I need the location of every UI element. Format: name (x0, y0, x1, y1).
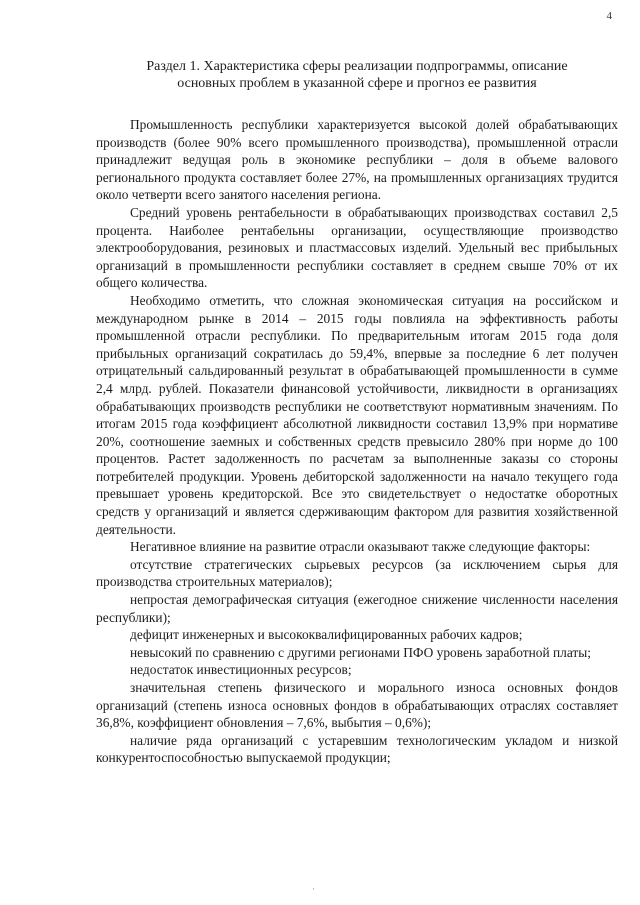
paragraph-industry-overview: Промышленность республики характеризуется высокой долей обрабатывающих производств (более 90% всего промышленного производства), промышленной отрасли принадлежит ведущая роль в экономике республики – доля в объеме валового регионального продукта составляет более 27%, на промышленных организациях трудится около четверти всего занятого населения региона. (96, 117, 618, 203)
paragraph-profitability: Средний уровень рентабельности в обрабатывающих производствах составил 2,5 процента. Наиболее рентабельны организации, осуществляющие производство электрооборудования, резиновых и пластмассовых изделий. Удельный вес прибыльных организаций в промышленности республики составляет в среднем свыше 70% от их общего количества. (96, 204, 618, 291)
paragraph-negative-factors-intro: Негативное влияние на развитие отрасли оказывают также следующие факторы: (130, 539, 591, 555)
factor-item: непростая демографическая ситуация (ежегодное снижение численности населения республики); (96, 592, 618, 625)
section-title-line-1: Раздел 1. Характеристика сферы реализации подпрограммы, описание (146, 59, 568, 74)
factor-item: наличие ряда организаций с устаревшим технологическим укладом и низкой конкурентоспособностью выпускаемой продукции; (96, 732, 618, 766)
section-title (96, 58, 618, 92)
factor-item: невысокий по сравнению с другими регионами ПФО уровень заработной платы; (130, 644, 591, 660)
factor-item: недостаток инвестиционных ресурсов; (130, 662, 352, 678)
page-number: 4 (606, 10, 612, 22)
document-body (96, 58, 618, 767)
body-text (96, 116, 618, 767)
factor-item: отсутствие стратегических сырьевых ресурсов (за исключением сырья для производства строительных материалов); (96, 556, 618, 590)
scan-artifact: · (312, 884, 315, 894)
factor-item: дефицит инженерных и высококвалифицированных рабочих кадров; (130, 627, 523, 643)
section-title-line-2: основных проблем в указанной сфере и прогноз ее развития (177, 76, 537, 91)
factor-item: значительная степень физического и морального износа основных фондов организаций (степень износа основных фондов в обрабатывающих отраслях составляет 36,8%, коэффициент обновления – 7,6%, выбытия – 0,6%); (96, 680, 618, 731)
paragraph-economic-situation: Необходимо отметить, что сложная экономическая ситуация на российском и международном рынке в 2014 – 2015 годы повлияла на эффективность работы промышленной отрасли республики. По предварительным итогам 2015 года доля прибыльных организаций сократилась до 59,4%, впервые за последние 6 лет получен отрицательный сальдированный результат в обрабатывающей промышленности в сумме 2,4 млрд. рублей. Показатели финансовой устойчивости, ликвидности в организациях обрабатывающих производств республики не соответствуют нормативным значениям. По итогам 2015 года коэффициент абсолютной ликвидности составил 13,9% при нормативе 20%, соотношение заемных и собственных средств превысило 280% при норме до 100 процентов. Растет задолженность по расчетам за выполненные заказы со стороны потребителей продукции. Уровень дебиторской задолженности на начало текущего года превышает уровень кредиторской. Все это свидетельствует о недостатке оборотных средств у организаций и является сдерживающим фактором для развития хозяйственной деятельности. (96, 292, 618, 537)
